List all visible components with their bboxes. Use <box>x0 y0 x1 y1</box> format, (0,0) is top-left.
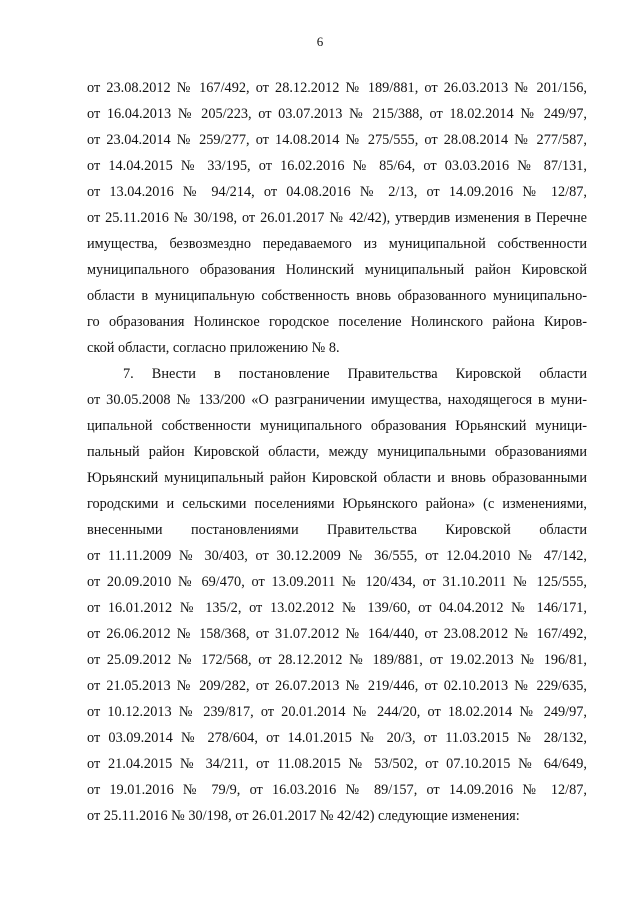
text-line: от 21.04.2015 № 34/211, от 11.08.2015 № 53/502, от 07.10.2015 № 64/649, <box>87 756 587 772</box>
text-line: от 11.11.2009 № 30/403, от 30.12.2009 № 36/555, от 12.04.2010 № 47/142, <box>87 548 587 564</box>
text-line: от 25.11.2016 № 30/198, от 26.01.2017 № 42/42) следующие изменения: <box>87 808 520 824</box>
text-line: внесенными постановлениями Правительства Кировской области <box>87 522 587 538</box>
page-number: 6 <box>316 34 324 49</box>
text-line: от 03.09.2014 № 278/604, от 14.01.2015 № 20/3, от 11.03.2015 № 28/132, <box>87 730 587 746</box>
text-line: от 10.12.2013 № 239/817, от 20.01.2014 № 244/20, от 18.02.2014 № 249/97, <box>87 704 587 720</box>
text-line: городскими и сельскими поселениями Юрьянского района» (с изменениями, <box>87 496 587 512</box>
text-line: Юрьянский муниципальный район Кировской области и вновь образованными <box>87 470 587 486</box>
text-line: от 25.11.2016 № 30/198, от 26.01.2017 № 42/42), утвердив изменения в Перечне <box>87 210 587 226</box>
text-line: ской области, согласно приложению № 8. <box>87 340 340 356</box>
text-line: от 16.04.2013 № 205/223, от 03.07.2013 № 215/388, от 18.02.2014 № 249/97, <box>87 106 587 122</box>
text-line: от 19.01.2016 № 79/9, от 16.03.2016 № 89/157, от 14.09.2016 № 12/87, <box>87 782 587 798</box>
text-line: го образования Нолинское городское поселение Нолинского района Киров- <box>87 314 587 330</box>
text-line: пальный район Кировской области, между муниципальными образованиями <box>87 444 587 460</box>
paragraph-7-first-line: 7. Внести в постановление Правительства Кировской области <box>123 366 587 382</box>
text-line: от 16.01.2012 № 135/2, от 13.02.2012 № 139/60, от 04.04.2012 № 146/171, <box>87 600 587 616</box>
text-line: имущества, безвозмездно передаваемого из муниципальной собственности <box>87 236 587 252</box>
text-line: от 23.04.2014 № 259/277, от 14.08.2014 № 275/555, от 28.08.2014 № 277/587, <box>87 132 587 148</box>
text-line: от 26.06.2012 № 158/368, от 31.07.2012 № 164/440, от 23.08.2012 № 167/492, <box>87 626 587 642</box>
text-line: ципальной собственности муниципального образования Юрьянский муници- <box>87 418 587 434</box>
text-line: от 14.04.2015 № 33/195, от 16.02.2016 № 85/64, от 03.03.2016 № 87/131, <box>87 158 587 174</box>
text-line: от 21.05.2013 № 209/282, от 26.07.2013 № 219/446, от 02.10.2013 № 229/635, <box>87 678 587 694</box>
text-line: от 23.08.2012 № 167/492, от 28.12.2012 № 189/881, от 26.03.2013 № 201/156, <box>87 80 587 96</box>
text-line: муниципального образования Нолинский муниципальный район Кировской <box>87 262 587 278</box>
text-line: области в муниципальную собственность вновь образованного муниципально- <box>87 288 587 304</box>
text-line: от 20.09.2010 № 69/470, от 13.09.2011 № 120/434, от 31.10.2011 № 125/555, <box>87 574 587 590</box>
text-line: от 25.09.2012 № 172/568, от 28.12.2012 № 189/881, от 19.02.2013 № 196/81, <box>87 652 587 668</box>
text-line: от 13.04.2016 № 94/214, от 04.08.2016 № 2/13, от 14.09.2016 № 12/87, <box>87 184 587 200</box>
document-body <box>87 75 587 829</box>
text-line: от 30.05.2008 № 133/200 «О разграничении имущества, находящегося в муни- <box>87 392 587 408</box>
